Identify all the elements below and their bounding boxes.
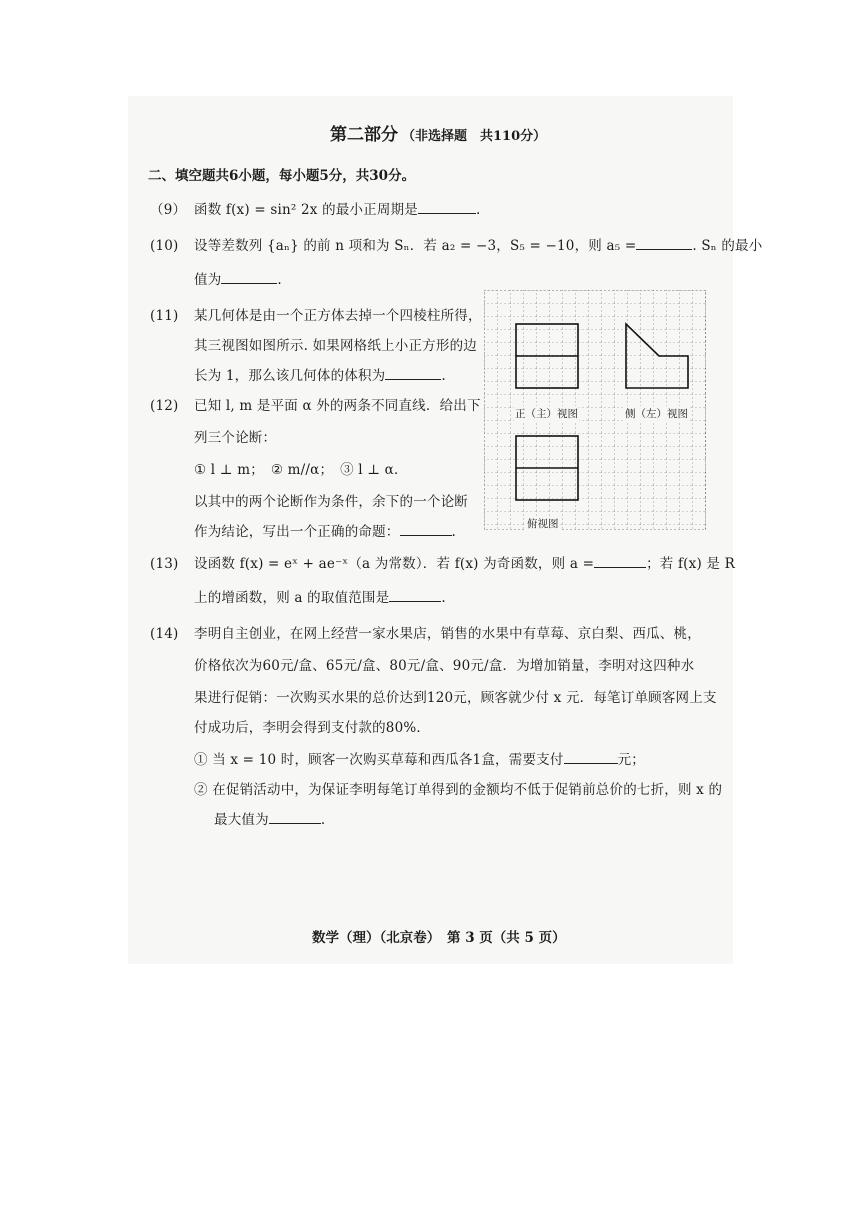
part-title: 第二部分 （非选择题 共110分） <box>330 125 547 145</box>
question-11-line2: 其三视图如图所示. 如果网格纸上小正方形的边 <box>194 338 477 354</box>
question-12 <box>150 394 481 414</box>
question-13: (13) 设函数 f(x) = eˣ + ae⁻ˣ（a 为常数）．若 f(x) 为奇函数，则 a = ；若 f(x) 是 R <box>150 556 735 572</box>
three-view-figure <box>484 290 706 530</box>
question-12-line2: 列三个论断： <box>194 430 277 446</box>
question-text: 设函数 f(x) = eˣ + ae⁻ˣ（a 为常数）．若 f(x) 为奇函数，则 a = <box>194 556 595 572</box>
question-13-line2: 上的增函数，则 a 的取值范围是 . <box>194 590 446 606</box>
question-number: (13) <box>150 556 179 572</box>
question-14-part1: ① 当 x = 10 时，顾客一次购买草莓和西瓜各1盒，需要支付 元； <box>194 752 645 768</box>
question-number: （9） <box>150 202 187 218</box>
question-text: 函数 f(x) = sin² 2x 的最小正周期是 <box>194 202 418 218</box>
question-14-part2: ② 在促销活动中，为保证李明每笔订单得到的金额均不低于促销前总价的七折，则 x 的 <box>194 782 723 798</box>
question-14-line4: 付成功后，李明会得到支付款的80%． <box>194 720 431 736</box>
question-text: 某几何体是由一个正方体去掉一个四棱柱所得， <box>194 308 482 324</box>
answer-blank <box>594 555 646 568</box>
question-12-line4: 以其中的两个论断作为条件，余下的一个论断 <box>194 494 468 510</box>
question-number: (14) <box>150 626 179 642</box>
question-14-line3: 果进行促销：一次购买水果的总价达到120元，顾客就少付 x 元．每笔订单顾客网上支 <box>194 690 717 706</box>
page-footer: 数学（理）（北京卷） 第 3 页（共 5 页） <box>312 930 566 946</box>
answer-blank <box>400 523 452 536</box>
answer-blank <box>385 367 441 380</box>
question-text: 设等差数列 {aₙ} 的前 n 项和为 Sₙ．若 a₂ = −3，S₅ = −10，则 a₅ = <box>194 238 637 254</box>
answer-blank <box>636 237 692 250</box>
question-14-part2-line2: 最大值为 . <box>214 812 326 828</box>
question-text: 已知 l, m 是平面 α 外的两条不同直线．给出下 <box>194 398 481 414</box>
question-10: (10) 设等差数列 {aₙ} 的前 n 项和为 Sₙ．若 a₂ = −3，S₅ = −10，则 a₅ = . Sₙ 的最小 <box>150 238 763 254</box>
answer-blank <box>389 589 441 602</box>
answer-blank <box>221 271 277 284</box>
front-view-label: 正（主）视图 <box>515 408 578 420</box>
question-9: （9） 函数 f(x) = sin² 2x 的最小正周期是 . <box>150 198 480 218</box>
question-12-line5: 作为结论，写出一个正确的命题： . <box>194 524 456 540</box>
answer-blank <box>564 751 618 764</box>
question-number: (12) <box>150 398 179 414</box>
top-view-label: 俯视图 <box>527 518 559 530</box>
question-text: 李明自主创业，在网上经营一家水果店，销售的水果中有草莓、京白梨、西瓜、桃， <box>194 626 701 642</box>
side-view-label: 侧（左）视图 <box>625 408 688 420</box>
question-14 <box>150 622 701 642</box>
part-subtitle: （非选择题 共110分） <box>402 129 547 144</box>
answer-blank <box>418 201 476 214</box>
question-11-line3: 长为 1，那么该几何体的体积为 . <box>194 368 446 384</box>
question-number: (11) <box>150 308 179 324</box>
question-10-line2: 值为 . <box>194 272 282 288</box>
question-11 <box>150 304 482 324</box>
question-12-statements: ① l ⊥ m； ② m//α； ③ l ⊥ α． <box>194 462 408 478</box>
section-heading: 二、填空题共6小题，每小题5分，共30分。 <box>148 168 416 184</box>
question-number: (10) <box>150 238 179 254</box>
answer-blank <box>269 811 321 824</box>
question-14-line2: 价格依次为60元/盒、65元/盒、80元/盒、90元/盒．为增加销量，李明对这四种水 <box>194 658 695 674</box>
